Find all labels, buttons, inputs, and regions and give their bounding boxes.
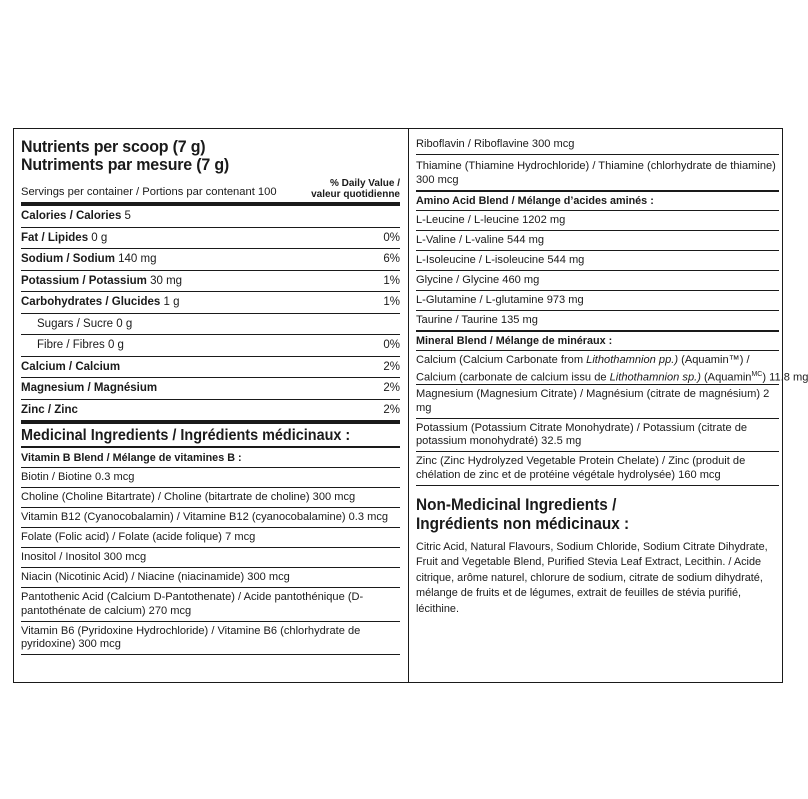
dv-header-line1: % Daily Value / — [329, 178, 400, 189]
nutrient-name: Potassium / Potassium — [21, 274, 147, 287]
nutrient-amount: 0 g — [88, 231, 108, 244]
calcium-species: Lithothamnion pp.) — [586, 353, 679, 366]
calcium-sup: MC — [751, 370, 763, 378]
nutrient-row — [21, 206, 400, 228]
nutrient-amount: 0 g — [104, 339, 124, 351]
left-column — [21, 138, 400, 655]
nutrient-name: Magnesium / Magnésium — [21, 382, 158, 394]
ingredient-row: Inositol / Inositol 300 mcg — [21, 548, 400, 568]
servings-text: Servings per container / Portions par contenant 100 — [21, 186, 277, 198]
nutrient-name: Fat / Lipides — [21, 231, 89, 244]
nutrient-row — [21, 335, 400, 357]
ingredient-row: Vitamin B12 (Cyanocobalamin) / Vitamine B12 (cyanocobalamine) 0.3 mcg — [21, 508, 400, 528]
nutrient-row — [21, 228, 400, 250]
ingredient-row: Folate (Folic acid) / Folate (acide folique) 7 mcg — [21, 528, 400, 548]
nutrient-pct: 0% — [383, 231, 400, 244]
title-fr: Nutriments par mesure (7 g) — [21, 155, 230, 174]
amino-blend-title: Amino Acid Blend / Mélange d’acides aminés : — [416, 192, 779, 211]
non-medicinal-title-fr: Ingrédients non médicinaux : — [416, 514, 630, 533]
calcium-line-en — [416, 354, 779, 368]
ingredient-row: Thiamine (Thiamine Hydrochloride) / Thiamine (chlorhydrate de thiamine) 300 mcg — [416, 155, 779, 191]
ingredient-row: Magnesium (Magnesium Citrate) / Magnésium (citrate de magnésium) 2 mg — [416, 385, 779, 419]
nutrient-row — [21, 378, 400, 400]
nutrient-pct: 2% — [383, 403, 400, 416]
nutrient-pct: 2% — [383, 360, 400, 373]
ingredient-row: L-Isoleucine / L-isoleucine 544 mg — [416, 251, 779, 271]
thick-rule — [21, 420, 400, 424]
ingredient-row: Zinc (Zinc Hydrolyzed Vegetable Protein Chelate) / Zinc (produit de chélation de zinc et de protéine végétale hydrolysée) 160 mcg — [416, 452, 779, 486]
ingredient-row: Potassium (Potassium Citrate Monohydrate) / Potassium (citrate de potassium monohydraté) 32.5 mg — [416, 419, 779, 453]
dv-header-line2: valeur quotidienne — [311, 189, 400, 200]
ingredient-row: Niacin (Nicotinic Acid) / Niacine (niacinamide) 300 mcg — [21, 568, 400, 588]
title-en: Nutrients per scoop (7 g) — [21, 137, 206, 156]
calcium-text: (Aquamin — [700, 371, 752, 384]
calcium-species: Lithothamnion sp.) — [609, 371, 701, 384]
nutrient-name: Fibre / Fibres — [37, 339, 105, 351]
vitamin-blend-title: Vitamin B Blend / Mélange de vitamines B : — [21, 448, 400, 468]
nutrient-name: Sodium / Sodium — [21, 253, 115, 265]
nutrient-name: Zinc / Zinc — [21, 403, 78, 416]
calcium-line-fr — [416, 368, 808, 384]
nutrient-row — [21, 314, 400, 336]
nutrient-amount: 30 mg — [146, 274, 183, 287]
ingredient-row: Choline (Choline Bitartrate) / Choline (bitartrate de choline) 300 mcg — [21, 488, 400, 508]
ingredient-row — [416, 351, 808, 386]
header-row — [21, 174, 400, 200]
nutrient-amount: 5 — [121, 210, 131, 222]
ingredient-row: Taurine / Taurine 135 mg — [416, 311, 779, 331]
nutrient-name: Carbohydrates / Glucides — [21, 296, 161, 308]
ingredient-row: Pantothenic Acid (Calcium D-Pantothenate) / Acide pantothénique (D-pantothénate de calcium) 270 mcg — [21, 588, 400, 622]
nutrient-amount: 1 g — [160, 296, 180, 308]
nutrient-amount: 0 g — [113, 317, 133, 330]
nutrient-row — [21, 249, 400, 271]
calcium-text: Calcium (carbonate de calcium issu de — [416, 371, 610, 384]
ingredient-row: Riboflavin / Riboflavine 300 mcg — [416, 135, 779, 155]
calcium-text: ) 11.8 mg — [762, 371, 808, 384]
nutrient-name: Sugars / Sucre — [37, 317, 114, 330]
ingredient-row: L-Leucine / L-leucine 1202 mg — [416, 211, 779, 231]
medicinal-ingredients-title: Medicinal Ingredients / Ingrédients médicinaux : — [21, 427, 351, 444]
nutrient-row — [21, 292, 400, 314]
nutrient-amount: 140 mg — [114, 253, 157, 265]
ingredient-row: Glycine / Glycine 460 mg — [416, 271, 779, 291]
nutrient-pct: 1% — [383, 296, 400, 308]
column-divider — [408, 129, 409, 682]
nutrient-table — [21, 206, 400, 420]
calcium-text: (Aquamin™) / — [678, 353, 750, 366]
daily-value-header — [311, 178, 400, 200]
nutrient-row — [21, 400, 400, 421]
nutrient-name: Calories / Calories — [21, 210, 122, 222]
ingredient-row: Vitamin B6 (Pyridoxine Hydrochloride) / Vitamine B6 (chlorhydrate de pyridoxine) 300 mcg — [21, 622, 400, 656]
nutrient-pct: 6% — [383, 253, 400, 265]
ingredient-row: L-Glutamine / L-glutamine 973 mg — [416, 291, 779, 311]
nutrient-row — [21, 271, 400, 293]
non-medicinal-title: Non-Medicinal Ingredients / — [416, 495, 617, 514]
mineral-blend-title: Mineral Blend / Mélange de minéraux : — [416, 332, 779, 351]
nutrient-pct: 0% — [383, 339, 400, 351]
right-column — [416, 135, 808, 617]
nutrient-pct: 2% — [383, 382, 400, 394]
ingredient-row: Biotin / Biotine 0.3 mcg — [21, 468, 400, 488]
nutrient-name: Calcium / Calcium — [21, 360, 121, 373]
non-medicinal-text: Citric Acid, Natural Flavours, Sodium Chloride, Sodium Citrate Dihydrate, Fruit and Vegetable Blend, Purified Stevia Leaf Extract, Lecithin. / Acide citrique, arôme naturel, chlorure de sodium, citrate de sodium dihydraté, mélange de fruits et de légumes, extrait de feuilles de stévia purifié, lécithine. — [416, 540, 768, 615]
nutrient-row — [21, 357, 400, 379]
ingredient-row: L-Valine / L-valine 544 mg — [416, 231, 779, 251]
nutrient-pct: 1% — [383, 274, 400, 287]
nutrition-label-panel — [13, 128, 808, 683]
calcium-text: Calcium (Calcium Carbonate from — [416, 353, 587, 366]
